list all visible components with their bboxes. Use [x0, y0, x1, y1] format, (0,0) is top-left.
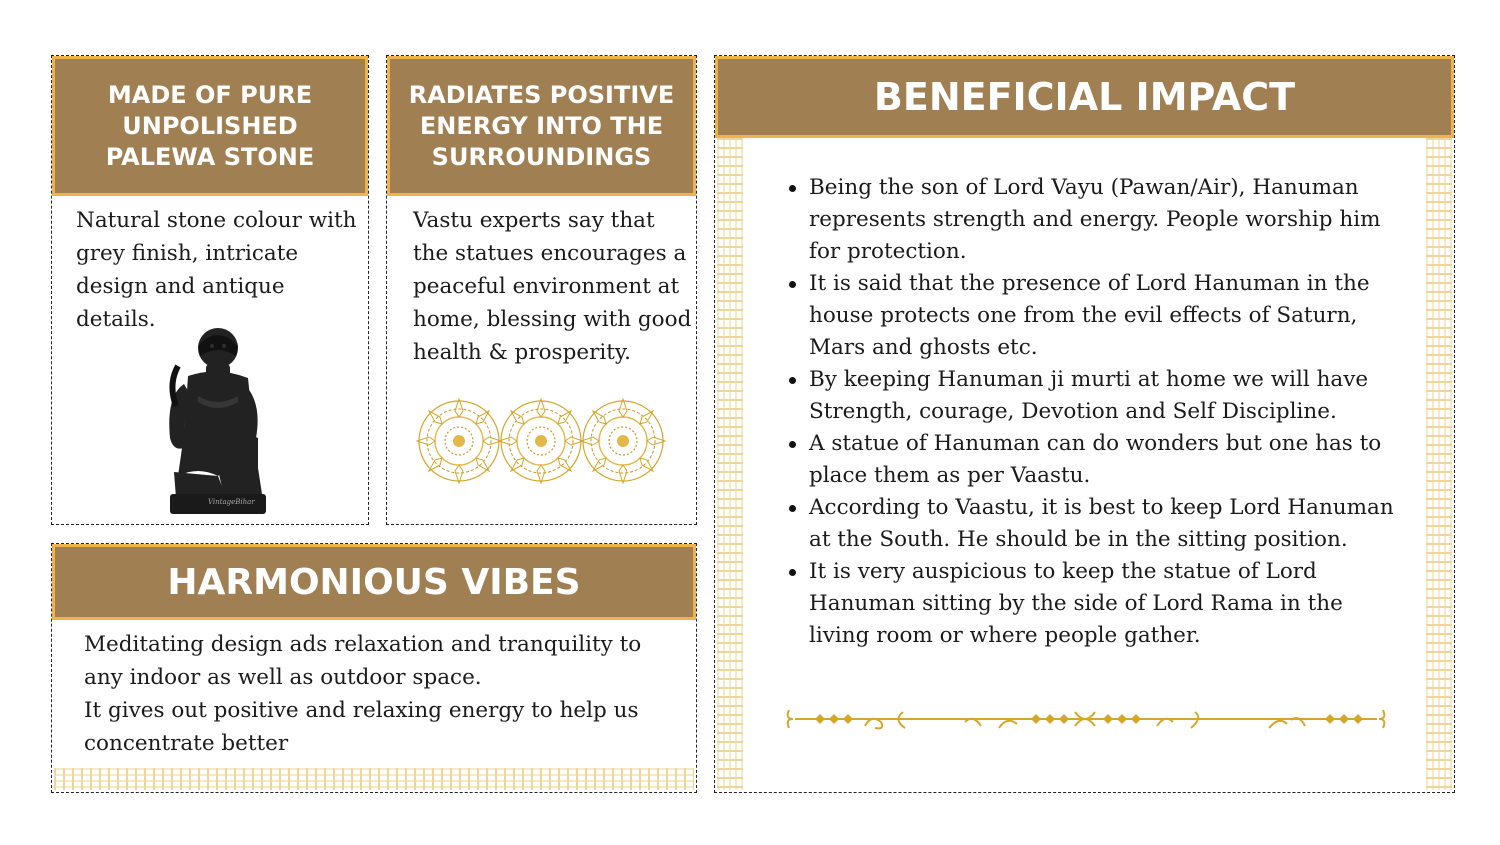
benefit-item: A statue of Hanuman can do wonders but one has to place them as per Vaastu.: [785, 428, 1405, 492]
ornamental-border-left: [717, 138, 743, 790]
harmonious-vibes-line: Meditating design ads relaxation and tranquility to any indoor as well as outdoor space.: [84, 632, 642, 690]
harmonious-vibes-line: It gives out positive and relaxing energy to help us concentrate better: [84, 698, 639, 756]
harmonious-vibes-text: [84, 628, 674, 760]
ornamental-border-bottom: [54, 768, 694, 790]
harmonious-vibes-title: HARMONIOUS VIBES: [52, 544, 696, 620]
energy-feature-card: [386, 55, 697, 525]
statue-watermark: VintageBihar: [208, 498, 255, 506]
stone-feature-title: MADE OF PURE UNPOLISHED PALEWA STONE: [52, 56, 368, 196]
benefit-item: Being the son of Lord Vayu (Pawan/Air), Hanuman represents strength and energy. People worship him for protection.: [785, 172, 1405, 268]
energy-feature-text: Vastu experts say that the statues encourages a peaceful environment at home, blessing with good health & prosperity.: [413, 208, 692, 365]
benefit-item: According to Vaastu, it is best to keep Lord Hanuman at the South. He should be in the sitting position.: [785, 492, 1405, 556]
harmonious-vibes-card: [51, 543, 697, 793]
ornamental-border-right: [1426, 138, 1452, 790]
beneficial-impact-title: BENEFICIAL IMPACT: [715, 56, 1454, 138]
beneficial-impact-card: [714, 55, 1455, 793]
gold-divider-ornament: [785, 704, 1387, 734]
energy-feature-title: RADIATES POSITIVE ENERGY INTO THE SURROUNDINGS: [387, 56, 696, 196]
benefits-list: [785, 172, 1405, 652]
hanuman-statue-image: [158, 326, 268, 518]
benefit-item: By keeping Hanuman ji murti at home we will have Strength, courage, Devotion and Self Discipline.: [785, 364, 1405, 428]
stone-feature-text: Natural stone colour with grey finish, intricate design and antique details.: [76, 208, 357, 332]
benefit-item: It is very auspicious to keep the statue of Lord Hanuman sitting by the side of Lord Rama in the living room or where people gather.: [785, 556, 1405, 652]
mandala-ornament-image: [409, 398, 675, 484]
benefit-item: It is said that the presence of Lord Hanuman in the house protects one from the evil effects of Saturn, Mars and ghosts etc.: [785, 268, 1405, 364]
stone-feature-card: [51, 55, 369, 525]
